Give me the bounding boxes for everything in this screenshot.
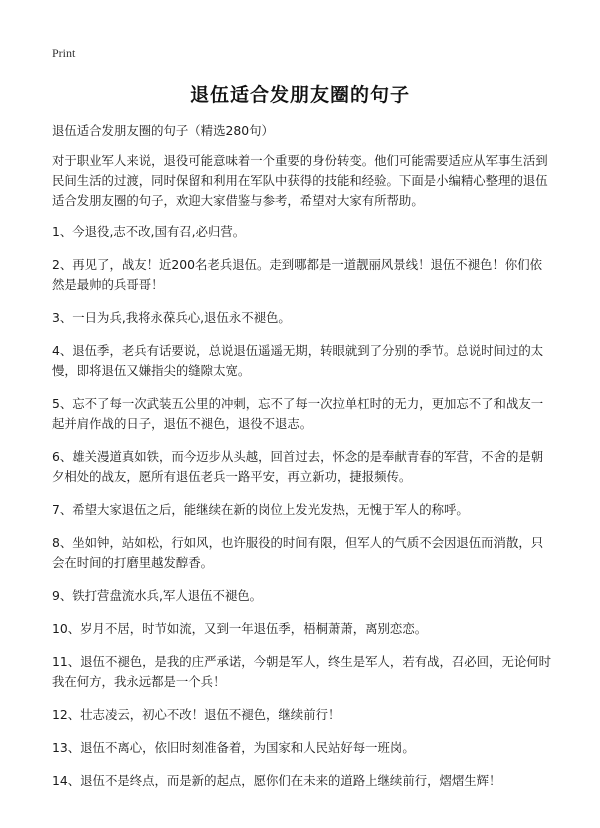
- sentence-item-9: 9、铁打营盘流水兵,军人退伍不褪色。: [52, 588, 263, 603]
- sentence-item-8: 8、坐如钟，站如松，行如风，也许服役的时间有限，但军人的气质不会因退伍而消散，只会在时间的打磨里越发醇香。: [52, 535, 544, 570]
- sentence-item-4: 4、退伍季，老兵有话要说，总说退伍遥遥无期，转眼就到了分别的季节。总说时间过的太慢，即将退伍又嫌指尖的缝隙太宽。: [52, 343, 544, 378]
- document-body: [52, 121, 552, 804]
- document-subtitle: 退伍适合发朋友圈的句子（精选280句）: [52, 123, 274, 138]
- sentence-item-7: 7、希望大家退伍之后，能继续在新的岗位上发光发热，无愧于军人的称呼。: [52, 502, 469, 517]
- sentence-item-5: 5、忘不了每一次武装五公里的冲刺，忘不了每一次拉单杠时的无力，更加忘不了和战友一起并肩作战的日子，退伍不褪色，退役不退志。: [52, 396, 544, 431]
- sentence-item-13: 13、退伍不离心，依旧时刻准备着，为国家和人民站好每一班岗。: [52, 740, 415, 755]
- document-title: 退伍适合发朋友圈的句子: [189, 84, 410, 106]
- sentence-item-1: 1、今退役,志不改,国有召,必归营。: [52, 224, 246, 239]
- print-label: Print: [52, 46, 76, 60]
- sentence-item-10: 10、岁月不居，时节如流，又到一年退伍季，梧桐萧萧，离别恋恋。: [52, 621, 428, 636]
- intro-paragraph: 对于职业军人来说，退役可能意味着一个重要的身份转变。他们可能需要适应从军事生活到民间生活的过渡，同时保留和利用在军队中获得的技能和经验。下面是小编精心整理的退伍适合发朋友圈的句子，欢迎大家借鉴与参考，希望对大家有所帮助。: [52, 153, 548, 208]
- sentence-item-14: 14、退伍不是终点，而是新的起点，愿你们在未来的道路上继续前行，熠熠生辉！: [52, 773, 502, 788]
- sentence-item-3: 3、一日为兵,我将永葆兵心,退伍永不褪色。: [52, 310, 291, 325]
- sentence-item-12: 12、壮志凌云，初心不改！退伍不褪色，继续前行！: [52, 707, 341, 722]
- sentence-item-2: 2、再见了，战友！近200名老兵退伍。走到哪都是一道靓丽风景线！退伍不褪色！你们依然是最帅的兵哥哥！: [52, 257, 542, 292]
- sentence-item-11: 11、退伍不褪色，是我的庄严承诺，今朝是军人，终生是军人，若有战，召必回，无论何时我在何方，我永远都是一个兵！: [52, 654, 552, 689]
- sentence-item-6: 6、雄关漫道真如铁，而今迈步从头越，回首过去，怀念的是奉献青春的军营，不舍的是朝夕相处的战友，愿所有退伍老兵一路平安，再立新功，捷报频传。: [52, 449, 544, 484]
